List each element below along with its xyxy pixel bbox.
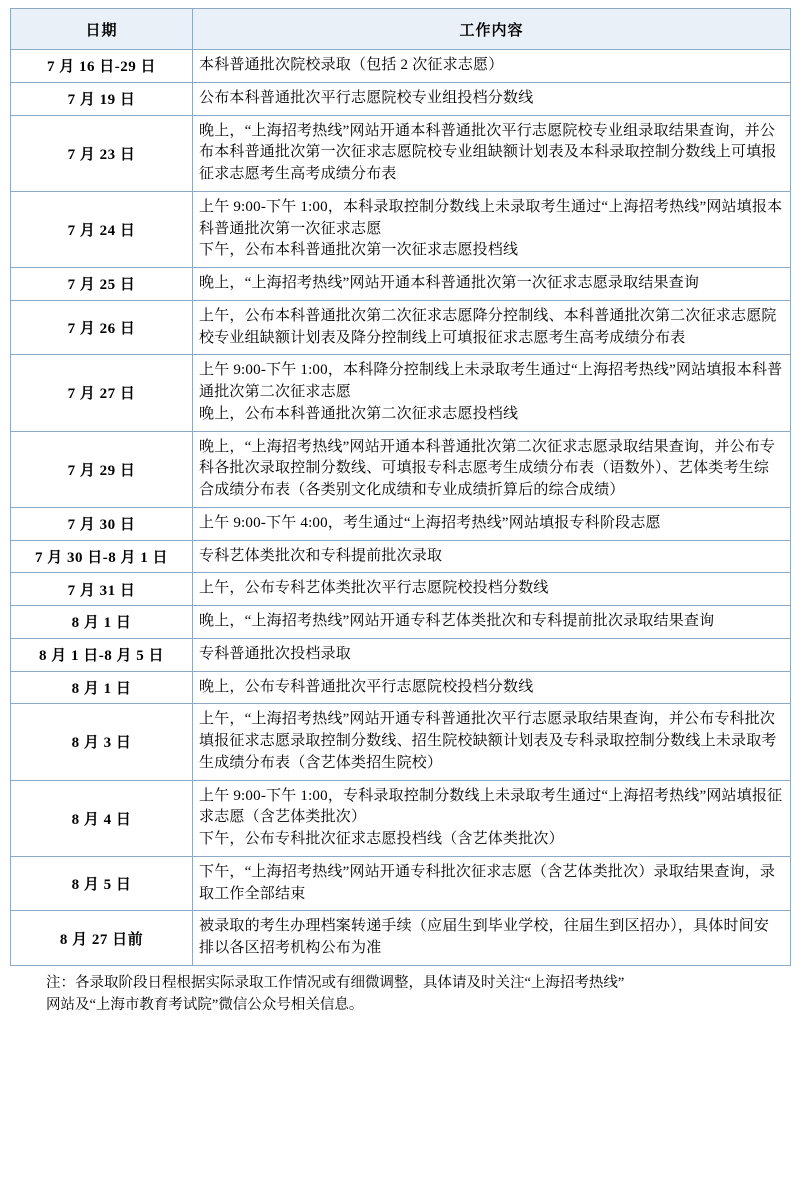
cell-content <box>193 191 791 267</box>
cell-content-line: 晚上，公布本科普通批次第二次征求志愿投档线 <box>199 405 519 422</box>
cell-date: 8 月 27 日前 <box>11 911 193 966</box>
cell-date: 7 月 19 日 <box>11 82 193 115</box>
table-row <box>11 911 791 966</box>
cell-content-line: 公布本科普通批次平行志愿院校专业组投档分数线 <box>199 89 534 106</box>
cell-date: 8 月 1 日-8 月 5 日 <box>11 638 193 671</box>
table-row <box>11 780 791 856</box>
cell-content <box>193 431 791 507</box>
table-row <box>11 300 791 355</box>
table-row <box>11 268 791 301</box>
table-body <box>11 50 791 966</box>
table-row <box>11 638 791 671</box>
cell-date: 8 月 1 日 <box>11 671 193 704</box>
admission-schedule-table <box>10 8 791 966</box>
cell-date: 7 月 30 日 <box>11 507 193 540</box>
cell-date: 8 月 3 日 <box>11 704 193 780</box>
table-row <box>11 82 791 115</box>
cell-content-line: 被录取的考生办理档案转递手续（应届生到毕业学校，往届生到区招办），具体时间安排以各区招考机构公布为准 <box>199 918 770 956</box>
cell-content <box>193 911 791 966</box>
cell-content-line: 上午，“上海招考热线”网站开通专科普通批次平行志愿录取结果查询，并公布专科批次填报征求志愿录取控制分数线、招生院校缺额计划表及专科录取控制分数线上未录取考生成绩分布表（含艺体类招生院校） <box>199 711 777 771</box>
cell-content <box>193 606 791 639</box>
cell-content <box>193 671 791 704</box>
table-row <box>11 540 791 573</box>
cell-date: 7 月 27 日 <box>11 355 193 431</box>
footnote <box>10 973 790 1017</box>
cell-content-line: 晚上，“上海招考热线”网站开通本科普通批次第一次征求志愿录取结果查询 <box>199 275 700 291</box>
table-row <box>11 704 791 780</box>
cell-content-line: 专科艺体类批次和专科提前批次录取 <box>199 547 443 564</box>
table-header <box>11 9 791 50</box>
cell-date: 7 月 29 日 <box>11 431 193 507</box>
cell-content <box>193 300 791 355</box>
cell-content <box>193 856 791 911</box>
column-header-content: 工作内容 <box>193 9 791 50</box>
cell-date: 8 月 5 日 <box>11 856 193 911</box>
cell-content-line: 上午，公布本科普通批次第二次征求志愿降分控制线、本科普通批次第二次征求志愿院校专业组缺额计划表及降分控制线上可填报征求志愿考生高考成绩分布表 <box>199 307 777 346</box>
footnote-line-2: 网站及“上海市教育考试院”微信公众号相关信息。 <box>46 996 364 1013</box>
cell-date: 7 月 30 日-8 月 1 日 <box>11 540 193 573</box>
table-row <box>11 115 791 191</box>
cell-content <box>193 268 791 301</box>
cell-content <box>193 82 791 115</box>
cell-date: 8 月 4 日 <box>11 780 193 856</box>
table-row <box>11 431 791 507</box>
cell-content <box>193 540 791 573</box>
table-row <box>11 507 791 540</box>
cell-content-line: 下午，公布专科批次征求志愿投档线（含艺体类批次） <box>199 831 564 847</box>
cell-content <box>193 50 791 83</box>
cell-content-line: 下午，“上海招考热线”网站开通专科批次征求志愿（含艺体类批次）录取结果查询，录取工作全部结束 <box>199 863 776 902</box>
column-header-date: 日期 <box>11 9 193 50</box>
cell-content <box>193 780 791 856</box>
cell-date: 7 月 23 日 <box>11 115 193 191</box>
cell-date: 8 月 1 日 <box>11 606 193 639</box>
cell-date: 7 月 24 日 <box>11 191 193 267</box>
cell-content <box>193 704 791 780</box>
cell-content <box>193 355 791 431</box>
cell-content <box>193 638 791 671</box>
cell-date: 7 月 25 日 <box>11 268 193 301</box>
cell-content-line: 上午，公布专科艺体类批次平行志愿院校投档分数线 <box>199 580 549 597</box>
table-row <box>11 856 791 911</box>
table-row <box>11 671 791 704</box>
cell-content <box>193 507 791 540</box>
table-row <box>11 191 791 267</box>
table-row <box>11 606 791 639</box>
table-row <box>11 50 791 83</box>
cell-content-line: 晚上，“上海招考热线”网站开通专科艺体类批次和专科提前批次录取结果查询 <box>199 613 715 629</box>
cell-content-line: 晚上，“上海招考热线”网站开通本科普通批次平行志愿院校专业组录取结果查询，并公布本科普通批次第一次征求志愿院校专业组缺额计划表及本科录取控制分数线上可填报征求志愿考生高考成绩分布表 <box>199 122 777 182</box>
table-header-row <box>11 9 791 50</box>
cell-content-line: 上午 9:00-下午 1:00，专科录取控制分数线上未录取考生通过“上海招考热线”网站填报征求志愿（含艺体类批次） <box>199 787 783 826</box>
cell-content-line: 下午，公布本科普通批次第一次征求志愿投档线 <box>199 242 519 259</box>
cell-content-line: 本科普通批次院校录取（包括 2 次征求志愿） <box>199 57 504 73</box>
cell-content-line: 上午 9:00-下午 1:00，本科降分控制线上未录取考生通过“上海招考热线”网站填报本科普通批次第二次征求志愿 <box>199 362 783 400</box>
cell-content-line: 晚上，公布专科普通批次平行志愿院校投档分数线 <box>199 678 534 695</box>
footnote-line-1: 注：各录取阶段日程根据实际录取工作情况或有细微调整，具体请及时关注“上海招考热线” <box>46 974 625 991</box>
table-row <box>11 355 791 431</box>
cell-content-line: 晚上，“上海招考热线”网站开通本科普通批次第二次征求志愿录取结果查询，并公布专科各批次录取控制分数线、可填报专科志愿考生成绩分布表（语数外）、艺体类考生综合成绩分布表（各类别文化成绩和专业成绩折算后的综合成绩） <box>199 438 776 498</box>
cell-content-line: 上午 9:00-下午 4:00，考生通过“上海招考热线”网站填报专科阶段志愿 <box>199 514 661 531</box>
cell-date: 7 月 31 日 <box>11 573 193 606</box>
cell-date: 7 月 16 日-29 日 <box>11 50 193 83</box>
cell-content <box>193 573 791 606</box>
table-row <box>11 573 791 606</box>
cell-content-line: 专科普通批次投档录取 <box>199 645 352 662</box>
cell-content-line: 上午 9:00-下午 1:00，本科录取控制分数线上未录取考生通过“上海招考热线”网站填报本科普通批次第一次征求志愿 <box>199 198 783 237</box>
cell-date: 7 月 26 日 <box>11 300 193 355</box>
cell-content <box>193 115 791 191</box>
